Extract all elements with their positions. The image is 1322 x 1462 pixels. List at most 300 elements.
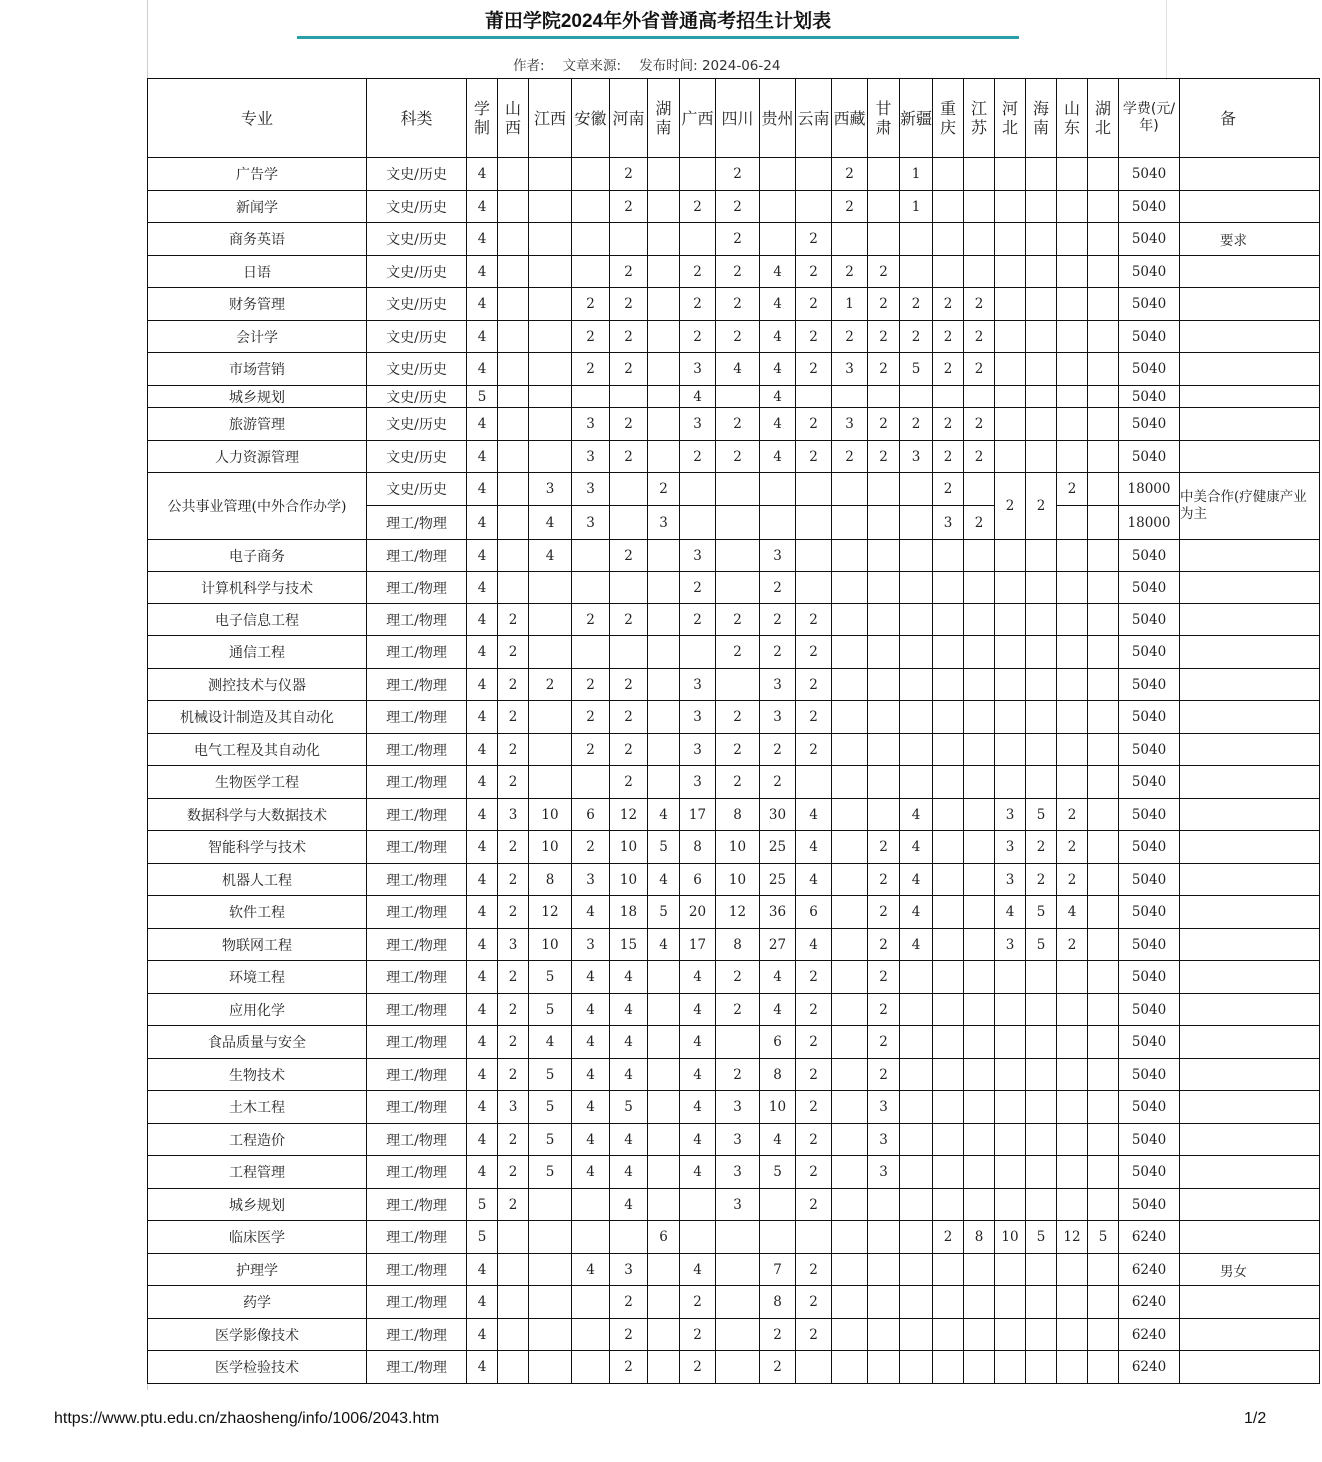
value-cell: 2 [716, 734, 760, 766]
value-cell [1057, 669, 1088, 701]
value-cell [995, 1156, 1026, 1189]
value-cell: 4 [467, 1124, 498, 1156]
value-cell: 5040 [1119, 441, 1180, 473]
value-cell: 4 [467, 572, 498, 604]
value-cell: 4 [572, 961, 610, 994]
value-cell [933, 994, 964, 1026]
major-cell: 土木工程 [148, 1091, 367, 1124]
value-cell [1180, 1189, 1320, 1221]
value-cell [1180, 766, 1320, 799]
value-cell [964, 929, 995, 961]
table-row [148, 353, 1320, 386]
table-row [148, 1091, 1320, 1124]
value-cell [648, 321, 680, 353]
value-cell [760, 1221, 796, 1254]
value-cell: 4 [467, 1254, 498, 1286]
value-cell: 5040 [1119, 288, 1180, 321]
value-cell: 5040 [1119, 1091, 1180, 1124]
value-cell [796, 572, 832, 604]
value-cell: 2 [610, 1319, 648, 1351]
value-cell [572, 572, 610, 604]
table-row [148, 636, 1320, 669]
value-cell: 4 [467, 191, 498, 223]
value-cell [1026, 1026, 1057, 1059]
meta-date: 发布时间: 2024-06-24 [639, 58, 781, 74]
major-cell: 软件工程 [148, 896, 367, 929]
value-cell [995, 1351, 1026, 1384]
value-cell [832, 1124, 868, 1156]
value-cell [1057, 572, 1088, 604]
value-cell: 2 [498, 669, 529, 701]
value-cell: 3 [572, 441, 610, 473]
value-cell [933, 1319, 964, 1351]
header-cell: 河北 [995, 79, 1026, 158]
value-cell: 2 [680, 604, 716, 636]
value-cell [900, 473, 933, 506]
value-cell [498, 473, 529, 506]
value-cell: 1 [832, 288, 868, 321]
value-cell: 4 [760, 994, 796, 1026]
value-cell: 5040 [1119, 540, 1180, 572]
value-cell: 5040 [1119, 994, 1180, 1026]
value-cell: 4 [529, 506, 572, 540]
value-cell [1088, 701, 1119, 734]
value-cell: 36 [760, 896, 796, 929]
header-cell: 江苏 [964, 79, 995, 158]
value-cell [900, 1026, 933, 1059]
value-cell [572, 540, 610, 572]
table-row [148, 408, 1320, 441]
value-cell: 12 [529, 896, 572, 929]
category-cell: 文史/历史 [367, 288, 467, 321]
value-cell [995, 961, 1026, 994]
value-cell: 2 [498, 766, 529, 799]
value-cell [1057, 1351, 1088, 1384]
value-cell: 4 [467, 321, 498, 353]
major-cell: 临床医学 [148, 1221, 367, 1254]
value-cell [832, 1351, 868, 1384]
value-cell: 17 [680, 929, 716, 961]
value-cell [832, 864, 868, 896]
value-cell: 30 [760, 799, 796, 831]
value-cell [529, 1319, 572, 1351]
meta-author: 作者: [513, 58, 545, 74]
value-cell [1180, 1026, 1320, 1059]
value-cell: 6240 [1119, 1254, 1180, 1286]
table-row [148, 799, 1320, 831]
value-cell [1026, 1254, 1057, 1286]
value-cell [995, 1059, 1026, 1091]
category-cell: 理工/物理 [367, 1059, 467, 1091]
value-cell: 1 [900, 191, 933, 223]
value-cell: 2 [900, 288, 933, 321]
header-cell: 山东 [1057, 79, 1088, 158]
category-cell: 理工/物理 [367, 669, 467, 701]
value-cell [760, 473, 796, 506]
value-cell [868, 766, 900, 799]
value-cell: 2 [572, 669, 610, 701]
value-cell [1088, 1351, 1119, 1384]
value-cell: 5 [1026, 929, 1057, 961]
category-cell: 理工/物理 [367, 1254, 467, 1286]
value-cell: 5040 [1119, 1189, 1180, 1221]
value-cell [1057, 321, 1088, 353]
category-cell: 理工/物理 [367, 831, 467, 864]
value-cell [1180, 1221, 1320, 1254]
value-cell: 5040 [1119, 929, 1180, 961]
value-cell [716, 669, 760, 701]
value-cell: 5 [1088, 1221, 1119, 1254]
value-cell [498, 288, 529, 321]
value-cell [995, 353, 1026, 386]
value-cell [1088, 669, 1119, 701]
value-cell [1057, 1156, 1088, 1189]
value-cell: 2 [610, 321, 648, 353]
value-cell [1088, 734, 1119, 766]
value-cell [900, 1059, 933, 1091]
value-cell [1026, 636, 1057, 669]
value-cell [572, 223, 610, 256]
value-cell [933, 896, 964, 929]
value-cell: 2 [760, 1351, 796, 1384]
value-cell: 3 [716, 1156, 760, 1189]
value-cell [900, 766, 933, 799]
value-cell [1180, 441, 1320, 473]
value-cell [610, 473, 648, 506]
value-cell [933, 864, 964, 896]
value-cell: 2 [498, 701, 529, 734]
value-cell [964, 1091, 995, 1124]
value-cell [1057, 734, 1088, 766]
major-cell: 人力资源管理 [148, 441, 367, 473]
header-cell: 甘肃 [868, 79, 900, 158]
category-cell: 理工/物理 [367, 1156, 467, 1189]
value-cell: 5040 [1119, 158, 1180, 191]
value-cell: 5040 [1119, 191, 1180, 223]
value-cell [868, 1286, 900, 1319]
value-cell: 2 [498, 961, 529, 994]
value-cell: 2 [716, 288, 760, 321]
value-cell [1057, 636, 1088, 669]
value-cell [1088, 1059, 1119, 1091]
value-cell: 4 [529, 1026, 572, 1059]
category-cell: 理工/物理 [367, 961, 467, 994]
value-cell [933, 540, 964, 572]
value-cell [868, 734, 900, 766]
value-cell [832, 831, 868, 864]
value-cell [868, 1254, 900, 1286]
major-cell: 会计学 [148, 321, 367, 353]
value-cell [900, 701, 933, 734]
value-cell [796, 766, 832, 799]
value-cell [572, 636, 610, 669]
value-cell: 2 [796, 353, 832, 386]
value-cell: 4 [467, 896, 498, 929]
value-cell [1088, 1189, 1119, 1221]
value-cell: 4 [467, 994, 498, 1026]
value-cell [648, 994, 680, 1026]
value-cell: 5040 [1119, 734, 1180, 766]
value-cell [1057, 1189, 1088, 1221]
value-cell: 3 [900, 441, 933, 473]
major-cell: 工程造价 [148, 1124, 367, 1156]
header-cell: 海南 [1026, 79, 1057, 158]
value-cell [1057, 1286, 1088, 1319]
value-cell [900, 734, 933, 766]
value-cell: 4 [648, 929, 680, 961]
value-cell [1180, 353, 1320, 386]
value-cell [610, 223, 648, 256]
value-cell [1088, 604, 1119, 636]
category-cell: 文史/历史 [367, 158, 467, 191]
table-row [148, 1254, 1320, 1286]
value-cell: 2 [933, 288, 964, 321]
value-cell [1180, 191, 1320, 223]
value-cell [933, 256, 964, 288]
value-cell [995, 572, 1026, 604]
value-cell [832, 994, 868, 1026]
value-cell [529, 1351, 572, 1384]
value-cell [832, 636, 868, 669]
value-cell [648, 441, 680, 473]
value-cell: 2 [680, 1351, 716, 1384]
value-cell [964, 961, 995, 994]
value-cell [1026, 408, 1057, 441]
value-cell [995, 701, 1026, 734]
value-cell [995, 636, 1026, 669]
value-cell [900, 540, 933, 572]
value-cell [964, 1319, 995, 1351]
value-cell [648, 408, 680, 441]
value-cell [964, 701, 995, 734]
value-cell: 3 [868, 1124, 900, 1156]
value-cell: 2 [716, 158, 760, 191]
value-cell [995, 766, 1026, 799]
header-cell: 河南 [610, 79, 648, 158]
value-cell: 2 [796, 701, 832, 734]
value-cell: 2 [796, 441, 832, 473]
value-cell [1088, 864, 1119, 896]
value-cell: 2 [648, 473, 680, 506]
value-cell: 2 [572, 353, 610, 386]
value-cell: 3 [760, 669, 796, 701]
value-cell [572, 1319, 610, 1351]
table-row [148, 766, 1320, 799]
value-cell: 2 [610, 256, 648, 288]
value-cell: 2 [868, 929, 900, 961]
value-cell: 8 [964, 1221, 995, 1254]
value-cell [760, 1189, 796, 1221]
value-cell [1088, 1026, 1119, 1059]
article-meta [513, 54, 798, 74]
value-cell [1088, 158, 1119, 191]
value-cell: 18 [610, 896, 648, 929]
value-cell [796, 158, 832, 191]
value-cell: 4 [900, 831, 933, 864]
value-cell: 2 [796, 1059, 832, 1091]
value-cell: 8 [529, 864, 572, 896]
table-row [148, 1026, 1320, 1059]
value-cell [995, 321, 1026, 353]
value-cell [933, 734, 964, 766]
value-cell [832, 1254, 868, 1286]
value-cell: 4 [467, 540, 498, 572]
value-cell [832, 1286, 868, 1319]
category-cell: 文史/历史 [367, 353, 467, 386]
value-cell: 5040 [1119, 1026, 1180, 1059]
value-cell: 6240 [1119, 1319, 1180, 1351]
value-cell: 4 [572, 1091, 610, 1124]
value-cell: 4 [648, 864, 680, 896]
value-cell: 10 [716, 864, 760, 896]
value-cell [1057, 994, 1088, 1026]
value-cell [1088, 256, 1119, 288]
value-cell: 2 [716, 701, 760, 734]
value-cell: 5 [648, 896, 680, 929]
value-cell: 5040 [1119, 669, 1180, 701]
value-cell [498, 158, 529, 191]
value-cell: 4 [995, 896, 1026, 929]
value-cell [760, 223, 796, 256]
value-cell [572, 766, 610, 799]
table-row [148, 1221, 1320, 1254]
value-cell [868, 1221, 900, 1254]
value-cell: 8 [680, 831, 716, 864]
value-cell [832, 701, 868, 734]
value-cell [498, 1351, 529, 1384]
value-cell [529, 636, 572, 669]
value-cell: 2 [498, 734, 529, 766]
value-cell: 2 [933, 473, 964, 506]
value-cell [572, 1221, 610, 1254]
header-cell: 学制 [467, 79, 498, 158]
value-cell [498, 572, 529, 604]
value-cell [1088, 831, 1119, 864]
value-cell [1088, 1124, 1119, 1156]
value-cell [1057, 540, 1088, 572]
value-cell: 2 [796, 669, 832, 701]
value-cell [964, 1351, 995, 1384]
value-cell: 3 [572, 506, 610, 540]
value-cell: 2 [796, 1286, 832, 1319]
value-cell [648, 1091, 680, 1124]
value-cell: 3 [933, 506, 964, 540]
value-cell: 8 [760, 1059, 796, 1091]
value-cell: 3 [498, 929, 529, 961]
value-cell: 4 [610, 994, 648, 1026]
value-cell [995, 223, 1026, 256]
value-cell [964, 636, 995, 669]
value-cell [716, 506, 760, 540]
value-cell [1057, 604, 1088, 636]
category-cell: 理工/物理 [367, 506, 467, 540]
table-row [148, 1351, 1320, 1384]
value-cell: 4 [610, 1026, 648, 1059]
value-cell: 5 [1026, 799, 1057, 831]
value-cell [648, 223, 680, 256]
value-cell: 6 [648, 1221, 680, 1254]
value-cell [1026, 1319, 1057, 1351]
value-cell [648, 766, 680, 799]
value-cell [995, 604, 1026, 636]
value-cell: 5 [467, 1221, 498, 1254]
value-cell [529, 256, 572, 288]
table-row [148, 994, 1320, 1026]
value-cell [680, 223, 716, 256]
value-cell [1026, 1189, 1057, 1221]
value-cell: 10 [610, 864, 648, 896]
value-cell [1088, 799, 1119, 831]
value-cell [964, 799, 995, 831]
value-cell [995, 1319, 1026, 1351]
value-cell [1026, 540, 1057, 572]
value-cell: 2 [716, 636, 760, 669]
value-cell: 2 [796, 256, 832, 288]
value-cell: 2 [832, 256, 868, 288]
value-cell [1026, 158, 1057, 191]
value-cell [529, 353, 572, 386]
value-cell [1057, 288, 1088, 321]
value-cell: 4 [467, 506, 498, 540]
value-cell: 4 [467, 864, 498, 896]
value-cell [529, 321, 572, 353]
value-cell [900, 1091, 933, 1124]
category-cell: 理工/物理 [367, 896, 467, 929]
major-cell: 公共事业管理(中外合作办学) [148, 473, 367, 540]
value-cell [832, 572, 868, 604]
value-cell [964, 1286, 995, 1319]
value-cell: 2 [796, 961, 832, 994]
value-cell: 3 [680, 353, 716, 386]
value-cell: 4 [760, 408, 796, 441]
value-cell: 2 [868, 408, 900, 441]
value-cell: 5 [1026, 896, 1057, 929]
value-cell: 2 [572, 288, 610, 321]
value-cell: 4 [760, 288, 796, 321]
value-cell: 2 [796, 1189, 832, 1221]
table-row [148, 441, 1320, 473]
value-cell: 4 [467, 223, 498, 256]
value-cell: 2 [760, 636, 796, 669]
category-cell: 理工/物理 [367, 1091, 467, 1124]
table-row [148, 1189, 1320, 1221]
table-row [148, 191, 1320, 223]
value-cell [1026, 1156, 1057, 1189]
value-cell: 2 [610, 604, 648, 636]
value-cell [964, 1254, 995, 1286]
value-cell [933, 1156, 964, 1189]
value-cell [648, 701, 680, 734]
value-cell [964, 1026, 995, 1059]
value-cell: 3 [832, 408, 868, 441]
value-cell [1088, 288, 1119, 321]
value-cell: 2 [1057, 864, 1088, 896]
value-cell: 3 [680, 701, 716, 734]
header-cell: 江西 [529, 79, 572, 158]
value-cell [868, 1351, 900, 1384]
value-cell [648, 1059, 680, 1091]
value-cell: 4 [900, 929, 933, 961]
value-cell [498, 408, 529, 441]
value-cell: 2 [796, 994, 832, 1026]
value-cell [1057, 353, 1088, 386]
value-cell [529, 1221, 572, 1254]
value-cell: 4 [467, 604, 498, 636]
value-cell: 2 [1026, 864, 1057, 896]
value-cell [529, 734, 572, 766]
value-cell [1088, 929, 1119, 961]
header-cell: 湖北 [1088, 79, 1119, 158]
